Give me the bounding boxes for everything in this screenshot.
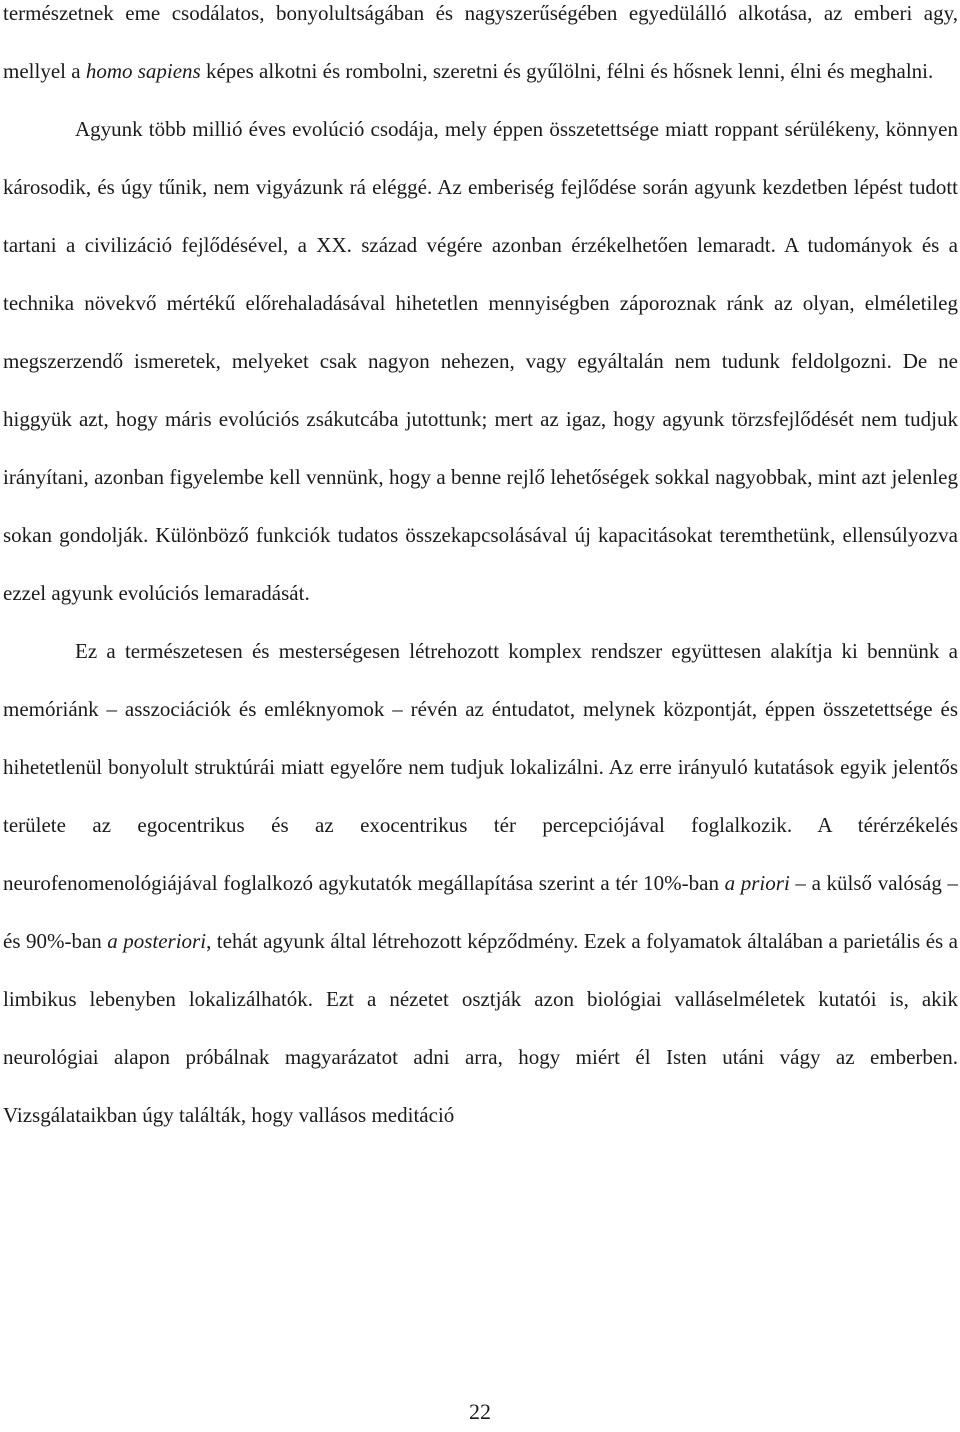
paragraph-1-italic-term: homo sapiens [85, 59, 201, 83]
paragraph-3-text-part-2: – a külső valóság – és 90%-ban [3, 871, 959, 953]
paragraph-2: Agyunk több millió éves evolúció csodája, mely éppen összetettsége miatt roppant sérülékeny, könnyen károsodik, és úgy tűnik, nem vigyázunk rá eléggé. Az emberiség fejlődése során agyunk kezdetben lépést tudott tartani a civilizáció fejlődésével, a XX. század végére azonban érzékelhetően lemaradt. A tudományok és a technika növekvő mértékű előrehaladásával hihetetlen mennyiségben záporoznak ránk az olyan, elméletileg megszerzendő ismeretek, melyeket csak nagyon nehezen, vagy egyáltalán nem tudunk feldolgozni. De ne higgyük azt, hogy máris evolúciós zsákutcába jutottunk; mert az igaz, hogy agyunk törzsfejlődését nem tudjuk irányítani, azonban figyelembe kell vennünk, hogy a benne rejlő lehetőségek sokkal nagyobbak, mint azt jelenleg sokan gondolják. Különböző funkciók tudatos összekapcsolásával új kapacitásokat teremthetünk, ellensúlyozva ezzel agyunk evolúciós lemaradását. [3, 117, 958, 605]
paragraph-3-text-part-3: , tehát agyunk által létrehozott képződmény. Ezek a folyamatok általában a parietális és a limbikus lebenyben lokalizálhatók. Ezt a nézetet osztják azon biológiai valláselméletek kutatói is, akik neurológiai alapon próbálnak magyarázatot adni arra, hogy miért él Isten utáni vágy az emberben. Vizsgálataikban úgy találták, hogy vallásos meditáció [3, 929, 958, 1127]
paragraph-3-italic-a-posteriori: a posteriori [107, 929, 207, 953]
paragraph-1-text-end: képes alkotni és rombolni, szeretni és gyűlölni, félni és hősnek lenni, élni és meghalni. [200, 59, 934, 83]
paragraph-3 [3, 622, 958, 1144]
page-number: 22 [469, 1399, 491, 1424]
paragraph-1 [3, 0, 958, 100]
paragraph-3-text-part-1: Ez a természetesen és mesterségesen létrehozott komplex rendszer együttesen alakítja ki bennünk a memóriánk – asszociációk és emléknyomok – révén az éntudatot, melynek központját, éppen összetettsége és hihetetlenül bonyolult struktúrái miatt egyelőre nem tudjuk lokalizálni. Az erre irányuló kutatások egyik jelentős területe az egocentrikus és az exocentrikus tér percepciójával foglalkozik. A térérzékelés neurofenomenológiájával foglalkozó agykutatók megállapítása szerint a tér 10%-ban [3, 639, 958, 895]
paragraph-1-text-start: természetnek eme csodálatos, bonyolultságában és nagyszerűségében egyedülálló alkotása, az emberi agy, mellyel a [3, 1, 958, 83]
paragraph-3-italic-a-priori: a priori [724, 871, 790, 895]
